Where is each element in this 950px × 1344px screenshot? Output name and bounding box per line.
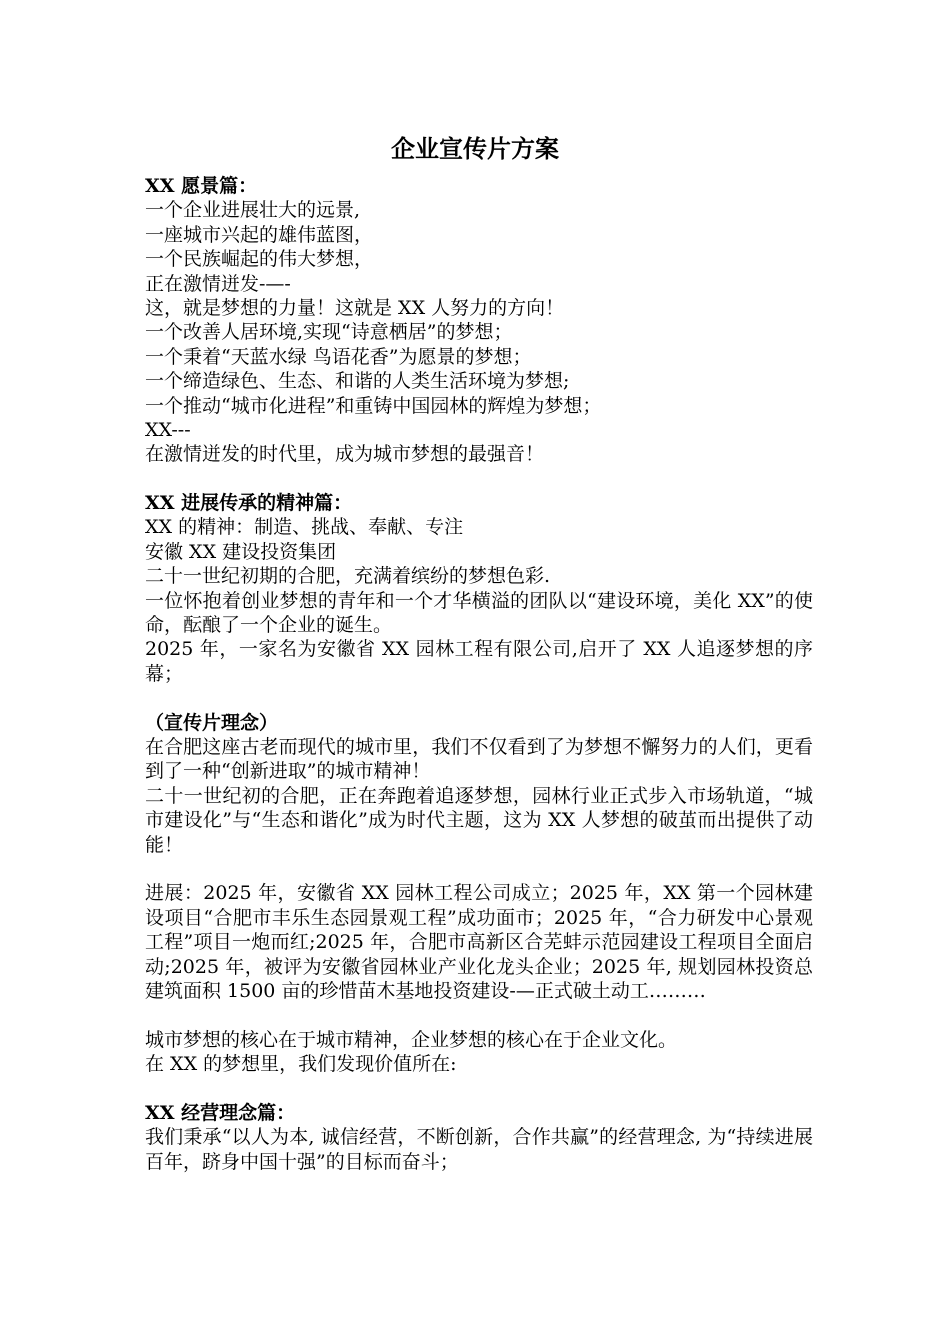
blank-line <box>145 467 813 491</box>
spirit-paragraph: 2025 年，一家名为安徽省 XX 园林工程有限公司,启开了 XX 人追逐梦想的序幕； <box>145 638 813 685</box>
blank-line <box>145 686 813 710</box>
section-heading-spirit: XX 进展传承的精神篇： <box>145 492 353 515</box>
spirit-line: XX 的精神：制造、挑战、奉献、专注 <box>145 516 464 539</box>
blank-line <box>145 1004 813 1028</box>
concept-paragraph: 二十一世纪初的合肥，正在奔跑着追逐梦想，园林行业正式步入市场轨道，“城市建设化”与“生态和谐化”成为时代主题，这为 XX 人梦想的破茧而出提供了动能！ <box>145 784 813 856</box>
vision-line: 一个改善人居环境,实现“诗意栖居”的梦想； <box>145 321 513 344</box>
blank-line <box>145 857 813 881</box>
vision-line: 一个推动“城市化进程”和重铸中国园林的辉煌为梦想； <box>145 394 602 417</box>
section-heading-concept: （宣传片理念） <box>145 711 279 734</box>
culture-line: 城市梦想的核心在于城市精神，企业梦想的核心在于企业文化。 <box>145 1028 678 1051</box>
vision-line: 这，就是梦想的力量！这就是 XX 人努力的方向！ <box>145 296 565 319</box>
section-heading-business: XX 经营理念篇： <box>145 1102 296 1125</box>
vision-line: 一个民族崛起的伟大梦想， <box>145 248 374 271</box>
vision-line: 一个秉着“天蓝水绿 鸟语花香”为愿景的梦想； <box>145 345 532 368</box>
spirit-line: 二十一世纪初期的合肥，充满着缤纷的梦想色彩. <box>145 565 551 588</box>
vision-line: 一座城市兴起的雄伟蓝图， <box>145 223 374 246</box>
vision-line: 在激情迸发的时代里，成为城市梦想的最强音！ <box>145 443 545 466</box>
document-body <box>145 174 813 1174</box>
vision-line: 一个企业进展壮大的远景, <box>145 199 361 222</box>
spirit-line: 安徽 XX 建设投资集团 <box>145 540 337 563</box>
vision-line: 正在激情迸发-—- <box>145 272 291 295</box>
progress-paragraph: 进展：2025 年，安徽省 XX 园林工程公司成立；2025 年，XX 第一个园林建设项目“合肥市丰乐生态园景观工程”成功面市；2025 年，“合力研发中心景观工程”项目一炮而红;2025 年，合肥市高新区合芜蚌示范园建设工程项目全面启动;2025 年，被评为安徽省园林业产业化龙头企业；2025 年, 规划园林投资总建筑面积 1500 亩的珍惜苗木基地投资建设-—正式破土动工……… <box>145 882 813 1003</box>
business-paragraph: 我们秉承“以人为本, 诚信经营，不断创新，合作共赢”的经营理念, 为“持续进展百年，跻身中国十强”的目标而奋斗； <box>145 1126 813 1173</box>
section-heading-vision: XX 愿景篇： <box>145 175 258 197</box>
blank-line <box>145 1077 813 1101</box>
concept-paragraph: 在合肥这座古老而现代的城市里，我们不仅看到了为梦想不懈努力的人们，更看到了一种“创新进取”的城市精神！ <box>145 736 813 783</box>
vision-line: XX--- <box>145 418 191 441</box>
vision-line: 一个缔造绿色、生态、和谐的人类生活环境为梦想; <box>145 370 570 393</box>
document-title: 企业宣传片方案 <box>391 134 559 163</box>
spirit-paragraph: 一位怀抱着创业梦想的青年和一个才华横溢的团队以“建设环境，美化 XX”的使命，酝酿了一个企业的诞生。 <box>145 589 813 637</box>
culture-line: 在 XX 的梦想里，我们发现价值所在: <box>145 1053 457 1076</box>
